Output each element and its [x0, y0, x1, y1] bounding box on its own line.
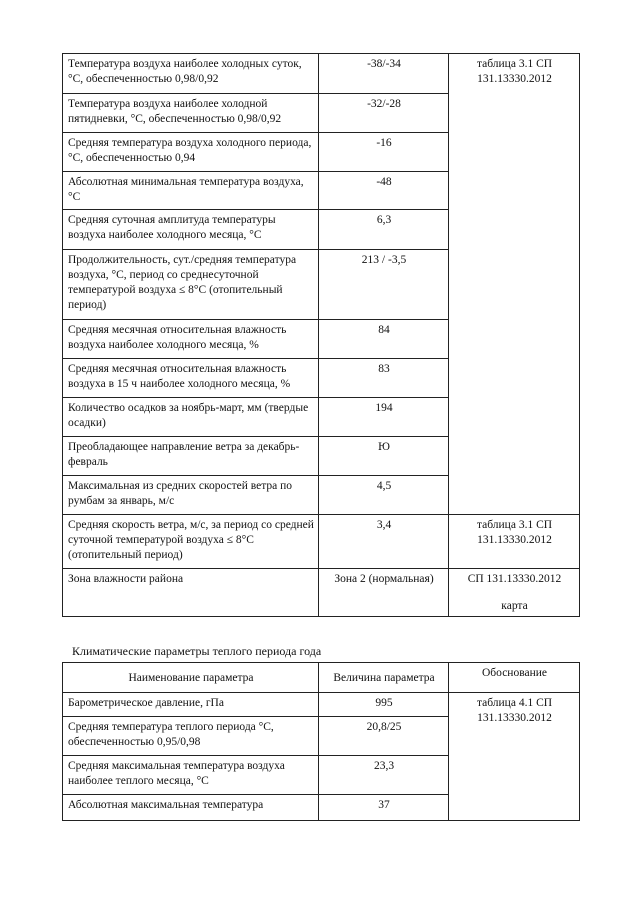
param-value: 4,5	[319, 476, 449, 515]
param-name: Средняя скорость ветра, м/с, за период со средней суточной температурой воздуха ≤ 8°С (отопительный период)	[63, 515, 319, 569]
param-name: Средняя месячная относительная влажность воздуха наиболее холодного месяца, %	[63, 320, 319, 359]
param-name: Абсолютная максимальная температура	[63, 795, 319, 821]
param-name: Средняя максимальная температура воздуха наиболее теплого месяца, °С	[63, 756, 319, 795]
param-value: 3,4	[319, 515, 449, 569]
table-row	[63, 569, 580, 617]
param-name: Температура воздуха наиболее холодной пятидневки, °С, обеспеченностью 0,98/0,92	[63, 94, 319, 133]
param-name: Зона влажности района	[63, 569, 319, 617]
column-header: Обоснование	[449, 663, 580, 693]
param-value: 194	[319, 398, 449, 437]
table-header-row	[63, 663, 580, 693]
param-name: Преобладающее направление ветра за декабрь-февраль	[63, 437, 319, 476]
param-value: -48	[319, 172, 449, 210]
param-name: Барометрическое давление, гПа	[63, 693, 319, 717]
param-basis	[449, 569, 580, 617]
column-header: Наименование параметра	[63, 663, 319, 693]
section-caption: Климатические параметры теплого периода года	[72, 644, 322, 658]
param-name: Средняя месячная относительная влажность воздуха в 15 ч наиболее холодного месяца, %	[63, 359, 319, 398]
param-value: -16	[319, 133, 449, 172]
param-name: Температура воздуха наиболее холодных суток, °С, обеспеченностью 0,98/0,92	[63, 54, 319, 94]
table-row	[63, 515, 580, 569]
param-value: -32/-28	[319, 94, 449, 133]
column-header: Величина параметра	[319, 663, 449, 693]
param-name: Абсолютная минимальная температура воздуха, °С	[63, 172, 319, 210]
cold-period-table	[62, 53, 580, 617]
warm-period-table	[62, 662, 580, 821]
param-name: Средняя температура теплого периода °С, обеспеченностью 0,95/0,98	[63, 717, 319, 756]
basis-line: карта	[501, 600, 528, 612]
param-name: Максимальная из средних скоростей ветра по румбам за январь, м/с	[63, 476, 319, 515]
param-basis: таблица 4.1 СП 131.13330.2012	[449, 693, 580, 821]
param-value: 37	[319, 795, 449, 821]
param-value: 23,3	[319, 756, 449, 795]
param-name: Количество осадков за ноябрь-март, мм (твердые осадки)	[63, 398, 319, 437]
param-value: Зона 2 (нормальная)	[319, 569, 449, 617]
param-name: Средняя суточная амплитуда температуры воздуха наиболее холодного месяца, °С	[63, 210, 319, 250]
param-value: 213 / -3,5	[319, 250, 449, 320]
param-value: 6,3	[319, 210, 449, 250]
param-name: Продолжительность, сут./средняя температура воздуха, °С, период со среднесуточной температурой воздуха ≤ 8°С (отопительный период)	[63, 250, 319, 320]
table-row	[63, 693, 580, 717]
param-value: 84	[319, 320, 449, 359]
param-value: -38/-34	[319, 54, 449, 94]
param-value: 83	[319, 359, 449, 398]
param-value: Ю	[319, 437, 449, 476]
basis-line: СП 131.13330.2012	[467, 573, 562, 585]
param-value: 20,8/25	[319, 717, 449, 756]
param-basis: таблица 3.1 СП 131.13330.2012	[449, 54, 580, 515]
table-row	[63, 54, 580, 94]
param-value: 995	[319, 693, 449, 717]
param-name: Средняя температура воздуха холодного периода, °С, обеспеченностью 0,94	[63, 133, 319, 172]
param-basis: таблица 3.1 СП 131.13330.2012	[449, 515, 580, 569]
